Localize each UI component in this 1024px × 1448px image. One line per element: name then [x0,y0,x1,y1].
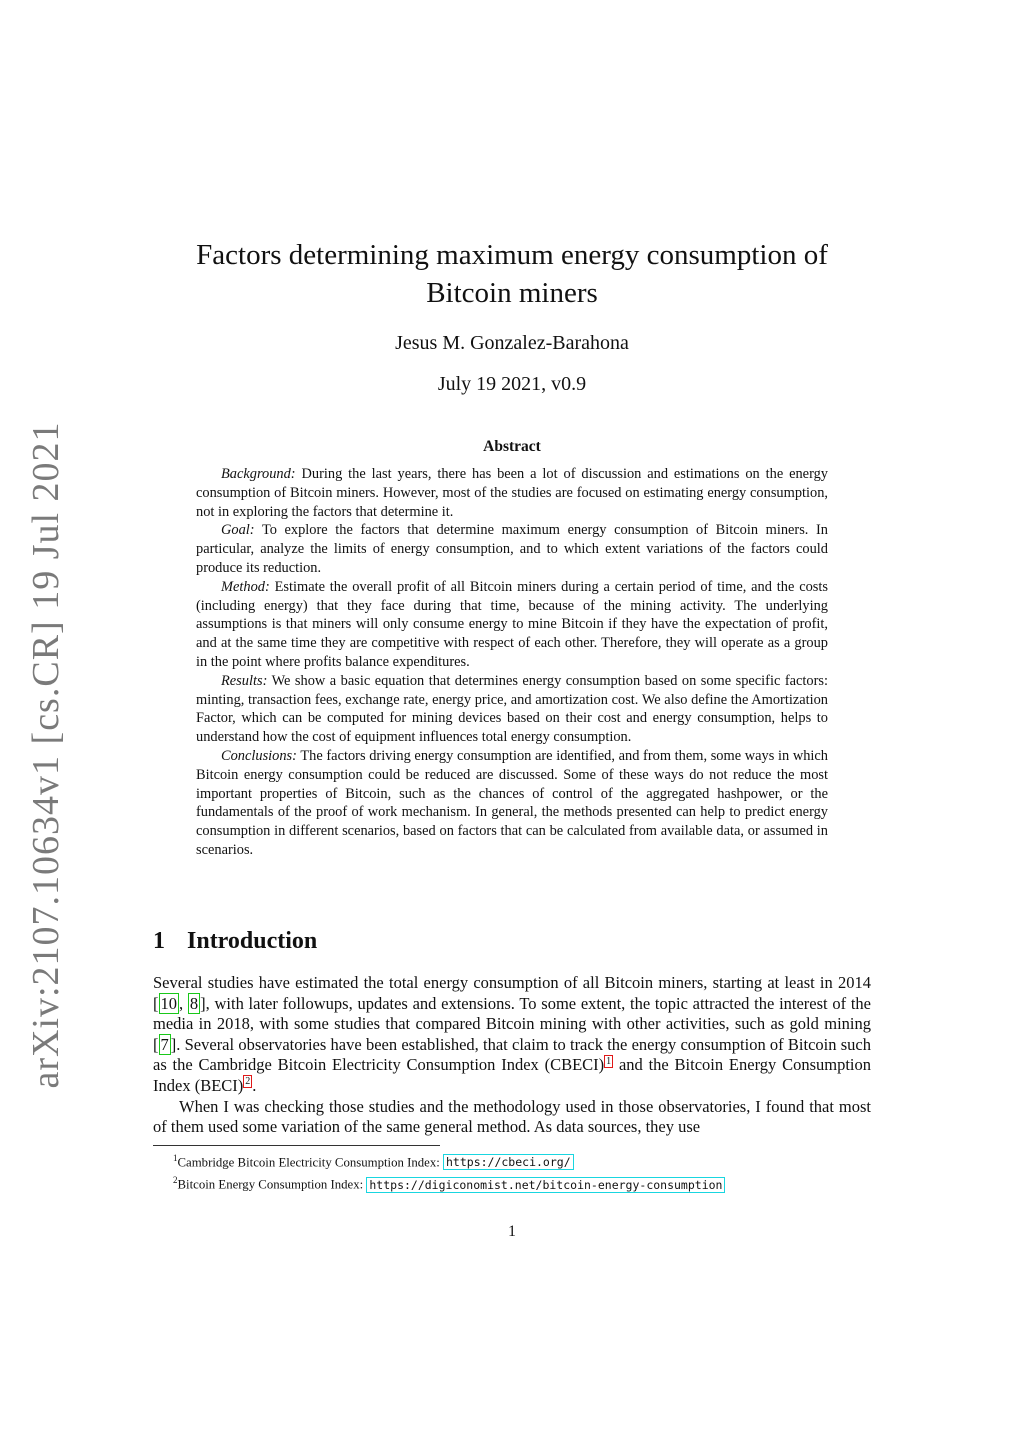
footnotes [173,1149,873,1194]
footnote-text: Bitcoin Energy Consumption Index: [177,1177,367,1192]
citation-link-7[interactable]: 7 [160,1034,169,1054]
abstract-background [196,465,828,521]
abstract-body [196,465,828,860]
footnote-url-digiconomist[interactable]: https://digiconomist.net/bitcoin-energy-consumption [366,1177,725,1193]
citation-link-10[interactable]: 10 [160,993,177,1013]
paper-title [150,236,874,312]
section-number: 1 [153,928,165,954]
footnote-text: Cambridge Bitcoin Electricity Consumption Index: [177,1155,443,1170]
goal-label: Goal: [221,522,255,539]
footnote-url-cbeci[interactable]: https://cbeci.org/ [443,1154,574,1170]
abstract-method [196,578,828,672]
author-name: Jesus M. Gonzalez-Barahona [395,332,629,354]
intro-text-f: . [252,1075,257,1095]
footnote-ref-1[interactable]: 1 [606,1055,612,1067]
citation-link-8[interactable]: 8 [189,993,199,1013]
intro-paragraph-2: When I was checking those studies and the methodology used in those observatories, I found that most of them used some variation of the same general method. As data sources, they use [153,1096,871,1137]
footnote-mark: 1 [173,1153,178,1163]
background-text: During the last years, there has been a lot of discussion and estimations on the energy consumption of Bitcoin miners. However, most of the studies are focused on estimating energy consumption, not in exploring the factors that determine it. [196,466,828,520]
footnote-ref-2[interactable]: 2 [245,1076,251,1088]
footnote-mark: 2 [173,1175,178,1186]
intro-text-d: ]. Several observatories have been established, that claim to track the energy consumption of Bitcoin such as the Cambridge Bitcoin Electricity Consumption Index (CBECI) [153,1034,871,1075]
intro-text-b: , [179,993,188,1013]
conclusions-label: Conclusions: [221,747,297,764]
arxiv-identifier: arXiv:2107.10634v1 [cs.CR] 19 Jul 2021 [25,421,67,1089]
intro-text-a: Several studies have estimated the total energy consumption of all Bitcoin miners, starting at least in 2014 [ [153,973,871,1013]
section-title: Introduction [187,928,318,954]
abstract-conclusions [196,747,828,860]
abstract-results [196,672,828,747]
goal-text: To explore the factors that determine maximum energy consumption of Bitcoin miners. In particular, analyze the limits of energy consumption, and to which extent variations of the factors could produce its reduction. [196,522,828,576]
intro-text-c: ], with later followups, updates and extensions. To some extent, the topic attracted the interest of the media in 2018, with some studies that compared Bitcoin mining with other activities, such as gold mining [ [153,993,872,1054]
abstract-heading: Abstract [483,438,541,455]
background-label: Background: [221,466,296,482]
introduction-body [153,973,871,1138]
abstract-goal [196,521,828,577]
page-number: 1 [508,1223,516,1240]
footnote-divider [153,1145,440,1146]
section-heading-introduction [153,928,317,955]
intro-text-e: and the Bitcoin Energy Consumption Index (BECI) [153,1055,871,1095]
title-line-1: Factors determining maximum energy consumption of [196,239,828,271]
results-text: We show a basic equation that determines energy consumption based on some specific factors: minting, transaction fees, exchange rate, energy price, and amortization cost. We also define the Amortization Factor, which can be computed for mining devices based on their cost and energy consumption, helps to understand how the cost of equipment influences total energy consumption. [196,672,828,746]
intro-paragraph-1 [153,973,871,1097]
title-line-2: Bitcoin miners [426,277,598,309]
method-text: Estimate the overall profit of all Bitcoin miners during a certain period of time, and the costs (including energy) that they face during that time, because of the mining activity. The underlying assumptions is that miners will only consume energy to mine Bitcoin if they have the expectation of profit, and at the same time they are competitive with respect of each other. Therefore, they will operate as a group in the point where profits balance expenditures. [196,578,828,670]
conclusions-text: The factors driving energy consumption are identified, and from them, some ways in which Bitcoin energy consumption could be reduced are discussed. Some of these ways do not reduce the most important properties of Bitcoin, such as the chances of control of the aggregated hashpower, or the fundamentals of the proof of work mechanism. In general, the methods presented can help to predict energy consumption in different scenarios, based on factors that can be calculated from available data, or assumed in scenarios. [196,747,828,858]
method-label: Method: [221,578,270,595]
footnote-1 [173,1149,873,1171]
results-label: Results: [221,672,268,689]
paper-date: July 19 2021, v0.9 [437,373,587,395]
footnote-2 [173,1171,873,1193]
